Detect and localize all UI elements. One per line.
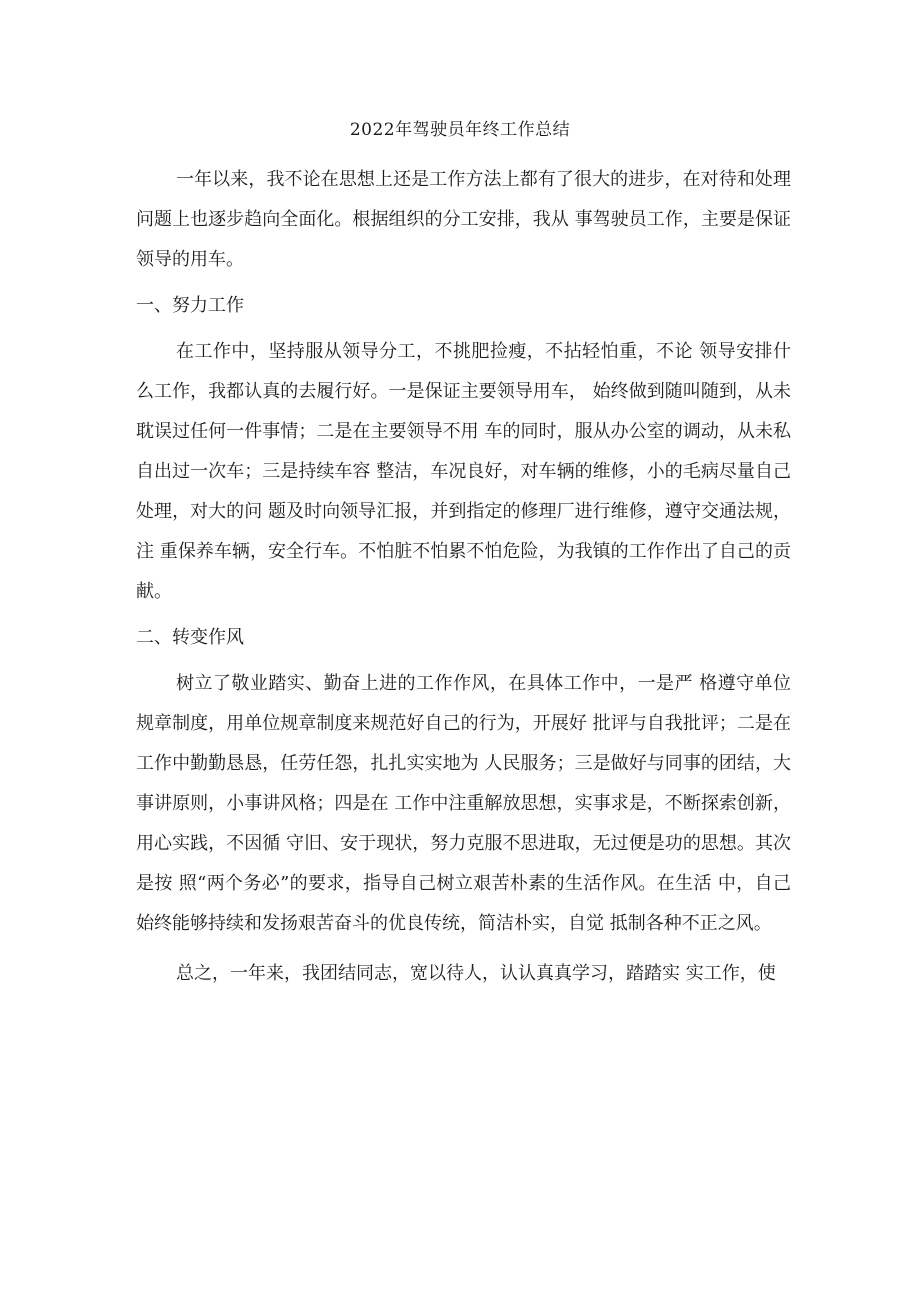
document-body xyxy=(136,160,791,994)
document-title: 2022年驾驶员年终工作总结 xyxy=(349,120,571,140)
section-heading-2: 二、转变作风 xyxy=(136,627,244,648)
paragraph-conclusion: 总之，一年来，我团结同志，宽以待人，认认真真学习，踏踏实 实工作，使 xyxy=(176,963,776,984)
paragraph-section-2: 树立了敬业踏实、勤奋上进的工作作风，在具体工作中，一是严 格遵守单位规章制度，用单位规章制度来规范好自己的行为，开展好 批评与自我批评；二是在工作中勤勤恳恳，任劳任怨，扎扎实实地为 人民服务；三是做好与同事的团结，大事讲原则，小事讲风格；四是在 工作中注重解放思想，实事求是，不断探索创新，用心实践，不因循 守旧、安于现状，努力克服不思进取，无过便是功的思想。其次是按 照“两个务必”的要求，指导自己树立艰苦朴素的生活作风。在生活 中，自己始终能够持续和发扬艰苦奋斗的优良传统，简洁朴实，自觉 抵制各种不正之风。 xyxy=(136,673,791,934)
paragraph-intro: 一年以来，我不论在思想上还是工作方法上都有了很大的进步，在对待和处理问题上也逐步趋向全面化。根据组织的分工安排，我从 事驾驶员工作，主要是保证领导的用车。 xyxy=(136,169,791,270)
section-heading-1: 一、努力工作 xyxy=(136,295,244,316)
paragraph-section-1: 在工作中，坚持服从领导分工，不挑肥捡瘦，不拈轻怕重，不论 领导安排什么工作，我都认真的去履行好。一是保证主要领导用车， 始终做到随叫随到，从未耽误过任何一件事情；二是在主要领导不用 车的同时，服从办公室的调动，从未私自出过一次车；三是持续车容 整洁，车况良好，对车辆的维修，小的毛病尽量自己处理，对大的问 题及时向领导汇报，并到指定的修理厂进行维修，遵守交通法规，注 重保养车辆，安全行车。不怕脏不怕累不怕危险，为我镇的工作作出了自己的贡献。 xyxy=(136,341,791,602)
